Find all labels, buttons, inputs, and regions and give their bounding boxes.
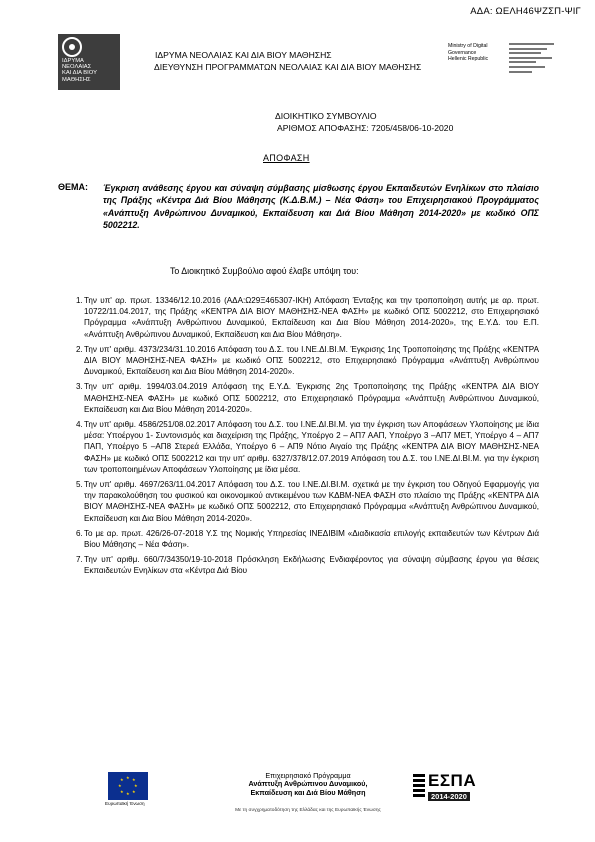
list-item [64, 528, 539, 550]
item-number: 1. [76, 296, 83, 305]
list-item [64, 295, 539, 340]
program-name [218, 772, 398, 797]
footer-logos [105, 768, 498, 816]
list-item [64, 419, 539, 475]
item-number: 4. [76, 420, 83, 430]
eu-caption: Ευρωπαϊκή Ένωση [105, 801, 145, 806]
ada-code: ΑΔΑ: ΩΕΛΗ46ΨΖΣΠ-ΨΙΓ [470, 6, 581, 17]
considerations-list [64, 295, 539, 581]
item-text: Την υπ' αριθμ. 4586/251/08.02.2017 Απόφαση του Δ.Σ. του Ι.ΝΕ.ΔΙ.ΒΙ.Μ. για την έγκριση των Αποφάσεων Υλοποίησης με ίδια μέσα: Υποέργου 1- Συντονισμός και διαχείριση της Πράξης, Υποέργο 2 – ΑΠ7 ΑΑΠ, Υποέργο 3 –ΑΠ7 ΜΕΤ, Υποέργο 4 – ΑΠ7 ΠΑΠ, Υποέργο 5 –ΑΠ8 Στερεά Ελλάδα, Υποέργο 6 – ΑΠ9 Νότιο Αιγαίο της Πράξης «ΚΕΝΤΡΑ ΔΙΑ ΒΙΟΥ ΜΑΘΗΣΗΣ-ΝΕΑ ΦΑΣΗ» με κωδικό ΟΠΣ 5002212 και την υπ' αριθμ. 6327/378/12.07.2019 Απόφαση του Δ.Σ. του Ι.ΝΕ.ΔΙ.ΒΙ.Μ. για την έγκριση των τροποποιημένων Αποφάσεων Υλοποίησης με ίδια μέσα. [84, 420, 539, 474]
decision-number: ΑΡΙΘΜΟΣ ΑΠΟΦΑΣΗΣ: 7205/458/06-10-2020 [277, 122, 454, 133]
item-number: 6. [76, 528, 83, 538]
logo-text: ΙΔΡΥΜΑ ΝΕΟΛΑΙΑΣ ΚΑΙ ΔΙΑ ΒΙΟΥ ΜΑΘΗΣΗΣ [62, 58, 97, 83]
item-text: Το με αρ. πρωτ. 426/26-07-2018 Υ.Σ της Νομικής Υπηρεσίας ΙΝΕΔΙΒΙΜ «Διαδικασία επιλογής εκπαιδευτών των Κέντρων Διά Βίου Μάθησης – Νέα Φάση». [84, 528, 539, 550]
espa-years: 2014-2020 [428, 792, 470, 801]
item-number: 5. [76, 480, 83, 490]
item-text: Την υπ' αριθμ. 4373/234/31.10.2016 Απόφαση του Δ.Σ. του Ι.ΝΕ.ΔΙ.ΒΙ.Μ. Έγκρισης 1ης Τροποποίησης της Πράξης «ΚΕΝΤΡΑ ΔΙΑ ΒΙΟΥ ΜΑΘΗΣΗΣ-ΝΕΑ ΦΑΣΗ» με κωδικό ΟΠΣ 5002212, στο Επιχειρησιακό Πρόγραμμα «Ανάπτυξη Ανθρώπινου Δυναμικού, Εκπαίδευση και Δια Βίου Μάθηση 2014-2020». [84, 344, 539, 377]
espa-word: ΕΣΠΑ [428, 771, 477, 790]
organization-name: ΙΔΡΥΜΑ ΝΕΟΛΑΙΑΣ ΚΑΙ ΔΙΑ ΒΙΟΥ ΜΑΘΗΣΗΣ [155, 50, 332, 60]
ministry-label: Ministry of Digital Governance Hellenic Republic [448, 43, 489, 63]
ministry-text-lines [509, 43, 554, 75]
subject-label: ΘΕΜΑ: [58, 182, 88, 192]
list-item [64, 479, 539, 524]
board-title: ΔΙΟΙΚΗΤΙΚΟ ΣΥΜΒΟΥΛΙΟ [275, 111, 377, 121]
program-line-2: Ανάπτυξη Ανθρώπινου Δυναμικού, [248, 779, 368, 789]
espa-bars-icon [413, 774, 425, 798]
intro-line: Το Διοικητικό Συμβούλιο αφού έλαβε υπόψη του: [170, 266, 359, 276]
list-item [64, 554, 539, 576]
item-number: 7. [76, 555, 83, 565]
list-item [64, 344, 539, 378]
inedivim-logo [58, 34, 120, 90]
board-block [275, 111, 453, 134]
item-text: Την υπ' αρ. πρωτ. 13346/12.10.2016 (ΑΔΑ:Ω29Ξ465307-ΙΚΗ) Απόφαση Ένταξης και την τροποποίηση αυτής με αρ. πρωτ. 10722/11.04.2017, της Πράξης «ΚΕΝΤΡΑ ΔΙΑ ΒΙΟΥ ΜΑΘΗΣΗΣ-ΝΕΑ ΦΑΣΗ» με κωδικό ΟΠΣ 5002212, στο Επιχειρησιακό Πρόγραμμα «Ανάπτυξη Ανθρώπινου Δυναμικού, Εκπαίδευση και Δια Βίου Μάθηση 2014-2020», της Ε.Υ.Δ. του Ε.Π. «Ανάπτυξη Ανθρώπινου Δυναμικού, Εκπαίδευση και Δια Βίου Μάθηση». [84, 296, 539, 339]
list-item [64, 381, 539, 415]
program-line-1: Επιχειρησιακό Πρόγραμμα [265, 771, 351, 780]
espa-logo [413, 770, 488, 804]
subject-text: Έγκριση ανάθεσης έργου και σύναψη σύμβασης μίσθωσης έργου Εκπαιδευτών Ενηλίκων στο πλαίσιο της Πράξης «Κέντρα Διά Βίου Μάθησης (Κ.Δ.Β.Μ.) – Νέα Φάση» του Επιχειρησιακού Προγράμματος «Ανάπτυξη Ανθρώπινου Δυναμικού, Εκπαίδευση και Διά Βίου Μάθηση 2014-2020» με κωδικό ΟΠΣ 5002212. [103, 183, 539, 230]
logo-dot-icon [69, 44, 75, 50]
item-text: Την υπ' αριθμ. 660/7/34350/19-10-2018 Πρόσκληση Εκδήλωσης Ενδιαφέροντος για σύναψη σύμβασης έργου για θέσεις Εκπαιδευτών Ενηλίκων στα «Κέντρα Διά Βίου [84, 555, 539, 576]
item-number: 2. [76, 344, 83, 354]
cofinance-note: Με τη συγχρηματοδότηση της Ελλάδας και της Ευρωπαϊκής Ένωσης [235, 808, 381, 813]
directorate-name: ΔΙΕΥΘΥΝΣΗ ΠΡΟΓΡΑΜΜΑΤΩΝ ΝΕΟΛΑΙΑΣ ΚΑΙ ΔΙΑ ΒΙΟΥ ΜΑΘΗΣΗΣ [154, 61, 422, 72]
organization-header [154, 50, 421, 73]
item-text: Την υπ' αριθμ. 4697/263/11.04.2017 Απόφαση του Δ.Σ. του Ι.ΝΕ.ΔΙ.ΒΙ.Μ. σχετικά με την έγκριση του Οδηγού Εφαρμογής για την παρακολούθηση του φυσικού και οικονομικού αντικειμένου των ΚΔΒΜ-ΝΕΑ ΦΑΣΗ στο πλαίσιο της Πράξης «ΚΕΝΤΡΑ ΔΙΑ ΒΙΟΥ ΜΑΘΗΣΗΣ-ΝΕΑ ΦΑΣΗ» με κωδικό ΟΠΣ 5002212, στο Επιχειρησιακό Πρόγραμμα «Ανάπτυξη Ανθρώπινου Δυναμικού, Εκπαίδευση και Δια Βίου Μάθηση 2014-2020». [84, 480, 539, 523]
item-text: Την υπ' αριθμ. 1994/03.04.2019 Απόφαση της Ε.Υ.Δ. Έγκρισης 2ης Τροποποίησης της Πράξης «ΚΕΝΤΡΑ ΔΙΑ ΒΙΟΥ ΜΑΘΗΣΗΣ-ΝΕΑ ΦΑΣΗ» με κωδικό ΟΠΣ 5002212, στο Επιχειρησιακό Πρόγραμμα «Ανάπτυξη Ανθρώπινου Δυναμικού, Εκπαίδευση και Δια Βίου Μάθηση 2014-2020». [84, 382, 539, 414]
program-line-3: Εκπαίδευση και Διά Βίου Μάθηση [250, 787, 366, 797]
eu-flag-icon: ★ ★ ★ ★ ★ ★ ★ ★ [108, 772, 148, 800]
decision-title: ΑΠΟΦΑΣΗ [263, 153, 310, 163]
item-number: 3. [76, 382, 83, 392]
